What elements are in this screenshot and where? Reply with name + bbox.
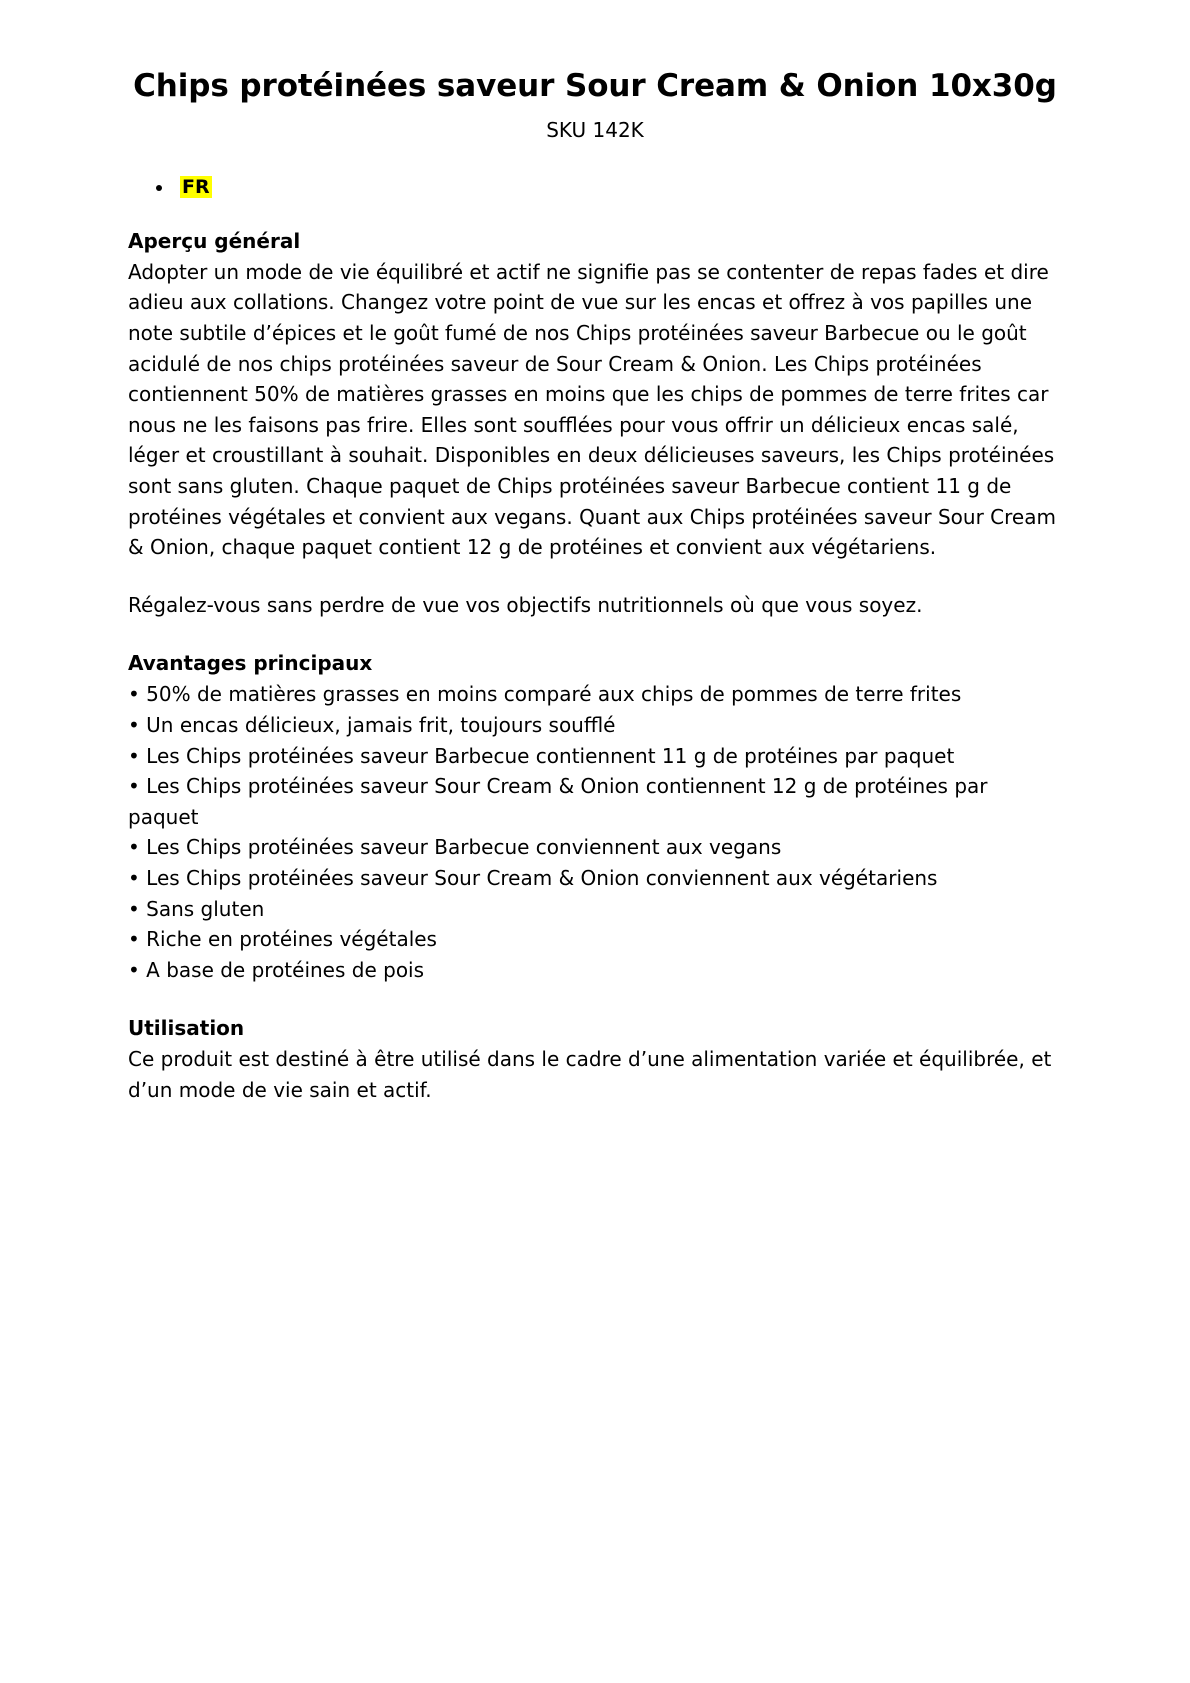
page-title: Chips protéinées saveur Sour Cream & Onion 10x30g <box>133 68 1057 104</box>
list-item: • Les Chips protéinées saveur Barbecue contiennent 11 g de protéines par paquet <box>128 743 955 768</box>
list-item: • Les Chips protéinées saveur Sour Cream & Onion contiennent 12 g de protéines par paquet <box>128 774 988 829</box>
list-item: • Les Chips protéinées saveur Barbecue conviennent aux vegans <box>128 835 782 860</box>
section-overview <box>128 226 1062 621</box>
list-item: • 50% de matières grasses en moins comparé aux chips de pommes de terre frites <box>128 682 962 707</box>
section-usage <box>128 1013 1062 1105</box>
overview-paragraph-2: Régalez-vous sans perdre de vue vos objectifs nutritionnels où que vous soyez. <box>128 592 923 617</box>
section-heading-overview: Aperçu général <box>128 228 301 253</box>
language-tag-fr: FR <box>182 175 210 198</box>
section-heading-usage: Utilisation <box>128 1016 245 1041</box>
list-item: • Riche en protéines végétales <box>128 927 437 952</box>
overview-paragraph-1: Adopter un mode de vie équilibré et actif ne signifie pas se contenter de repas fades et dire adieu aux collations. Changez votre point de vue sur les encas et offrez à vos papilles une note subtile d’épices et le goût fumé de nos Chips protéinées saveur Barbecue ou le goût acidulé de nos chips protéinées saveur de Sour Cream & Onion. Les Chips protéinées contiennent 50% de matières grasses en moins que les chips de pommes de terre frites car nous ne les faisons pas frire. Elles sont soufflées pour vous offrir un délicieux encas salé, léger et croustillant à souhait. Disponibles en deux délicieuses saveurs, les Chips protéinées sont sans gluten. Chaque paquet de Chips protéinées saveur Barbecue contient 11 g de protéines végétales et convient aux vegans. Quant aux Chips protéinées saveur Sour Cream & Onion, chaque paquet contient 12 g de protéines et convient aux végétariens. <box>128 259 1056 560</box>
list-item <box>174 176 1062 198</box>
sku-label: SKU 142K <box>546 117 644 142</box>
list-item: • Les Chips protéinées saveur Sour Cream & Onion conviennent aux végétariens <box>128 865 938 890</box>
usage-paragraph: Ce produit est destiné à être utilisé dans le cadre d’une alimentation variée et équilibrée, et d’un mode de vie sain et actif. <box>128 1047 1052 1102</box>
list-item: • A base de protéines de pois <box>128 957 425 982</box>
list-item: • Sans gluten <box>128 896 265 921</box>
section-benefits <box>128 648 1062 985</box>
list-item: • Un encas délicieux, jamais frit, toujours soufflé <box>128 712 616 737</box>
language-list <box>128 176 1062 198</box>
section-heading-benefits: Avantages principaux <box>128 651 373 676</box>
benefits-list <box>128 679 1062 985</box>
